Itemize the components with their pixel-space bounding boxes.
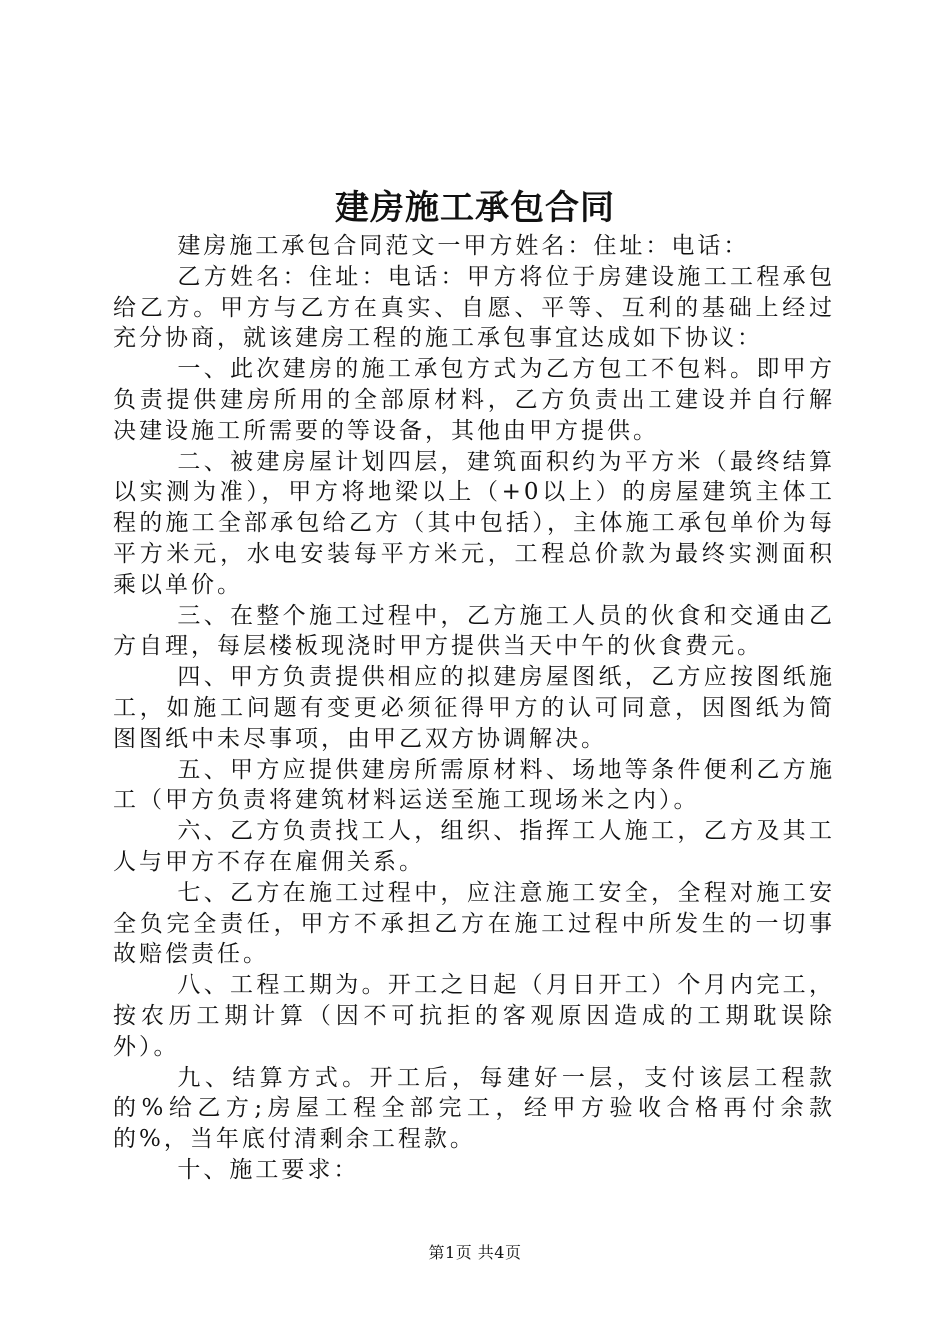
document-body — [113, 231, 835, 1186]
paragraph-party-b: 乙方姓名：住址：电话：甲方将位于房建设施工工程承包给乙方。甲方与乙方在真实、自愿、平等、互利的基础上经过充分协商，就该建房工程的施工承包事宜达成如下协议： — [113, 263, 835, 352]
clause-10: 十、施工要求： — [177, 1156, 360, 1183]
document-title: 建房施工承包合同 — [335, 188, 615, 228]
clause-7: 七、乙方在施工过程中，应注意施工安全，全程对施工安全负完全责任，甲方不承担乙方在施工过程中所发生的一切事故赔偿责任。 — [113, 879, 835, 968]
clause-1: 一、此次建房的施工承包方式为乙方包工不包料。即甲方负责提供建房所用的全部原材料，乙方负责出工建设并自行解决建设施工所需要的等设备，其他由甲方提供。 — [113, 356, 835, 444]
clause-8: 八、工程工期为。开工之日起（月日开工）个月内完工，按农历工期计算（因不可抗拒的客观原因造成的工期耽误除外）。 — [113, 972, 835, 1060]
clause-2: 二、被建房屋计划四层，建筑面积约为平方米（最终结算以实测为准），甲方将地梁以上（+0以上）的房屋建筑主体工程的施工全部承包给乙方（其中包括），主体施工承包单价为每平方米元，水电安装每平方米元，工程总价款为最终实测面积乘以单价。 — [113, 448, 835, 598]
paragraph-intro: 建房施工承包合同范文一甲方姓名：住址：电话： — [177, 233, 750, 259]
clause-3: 三、在整个施工过程中，乙方施工人员的伙食和交通由乙方自理，每层楼板现浇时甲方提供当天中午的伙食费元。 — [113, 602, 835, 660]
clause-6: 六、乙方负责找工人，组织、指挥工人施工，乙方及其工人与甲方不存在雇佣关系。 — [113, 818, 835, 875]
clause-5: 五、甲方应提供建房所需原材料、场地等条件便利乙方施工（甲方负责将建筑材料运送至施工现场米之内）。 — [113, 756, 835, 814]
clause-4: 四、甲方负责提供相应的拟建房屋图纸，乙方应按图纸施工，如施工问题有变更必须征得甲方的认可同意，因图纸为简图图纸中未尽事项，由甲乙双方协调解决。 — [113, 664, 835, 752]
clause-9: 九、结算方式。开工后，每建好一层，支付该层工程款的%给乙方;房屋工程全部完工，经甲方验收合格再付余款的%，当年底付清剩余工程款。 — [113, 1064, 835, 1153]
page-number-footer: 第1页 共4页 — [428, 1243, 522, 1262]
